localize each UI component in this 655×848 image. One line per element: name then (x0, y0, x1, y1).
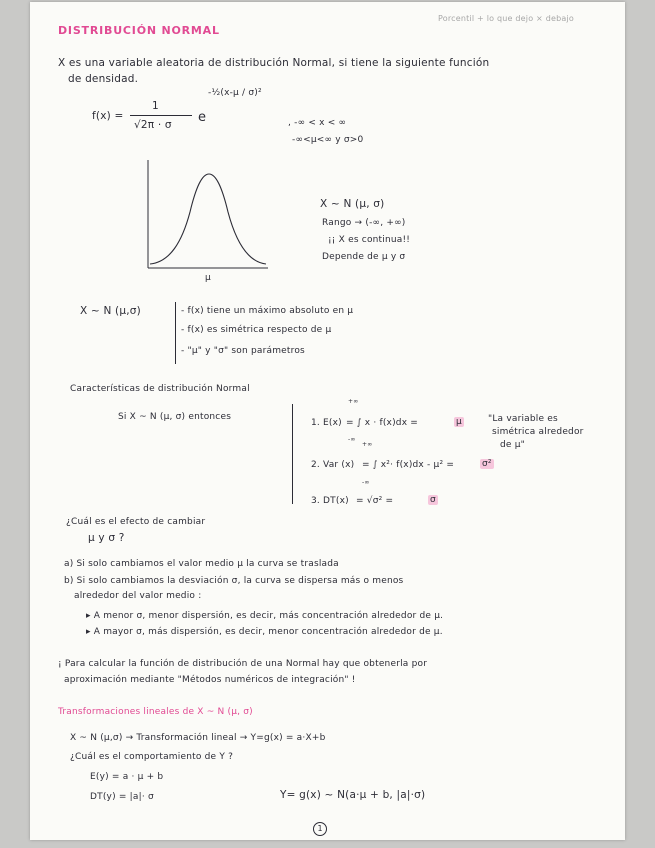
integral-lower-limit: -∞ (348, 436, 356, 443)
efecto-b2: alrededor del valor medio : (74, 591, 202, 601)
page-title: DISTRIBUCIÓN NORMAL (58, 24, 220, 37)
variance-value: σ² (482, 459, 492, 469)
transformaciones-heading: Transformaciones lineales de X ~ N (μ, σ) (58, 707, 253, 717)
efecto-bullet-2: ▸ A mayor σ, más dispersión, es decir, menor concentración alrededor de μ. (86, 627, 443, 637)
props-dist: X ~ N (μ, σ) (320, 198, 385, 210)
corner-note: Porcentil + lo que dejo × debajo (438, 14, 574, 23)
brace-caracteristicas (292, 404, 293, 504)
nota-line-2: aproximación mediante "Métodos numéricos de integración" ! (64, 675, 356, 685)
density-domain-params: -∞<μ<∞ y σ>0 (292, 135, 364, 145)
variance-label: 2. Var (x) (311, 460, 355, 470)
props-continua: ¡¡ X es continua!! (328, 235, 411, 245)
density-domain-x: , -∞ < x < ∞ (288, 118, 347, 128)
expectation-note-3: de μ" (500, 440, 525, 450)
property-item: - "μ" y "σ" son parámetros (181, 346, 305, 356)
density-numerator: 1 (152, 100, 159, 112)
bell-mu-label: μ (205, 273, 211, 283)
transformacion-question: ¿Cuál es el comportamiento de Y ? (70, 752, 234, 762)
integral-upper-limit: +∞ (362, 441, 373, 448)
property-item: - f(x) tiene un máximo absoluto en μ (181, 306, 354, 316)
efecto-question-1: ¿Cuál es el efecto de cambiar (66, 517, 206, 527)
expectation-note-1: "La variable es (488, 414, 558, 424)
intro-line-1: X es una variable aleatoria de distribución Normal, si tiene la siguiente función (58, 57, 490, 69)
caracteristicas-heading: Características de distribución Normal (70, 384, 250, 394)
dt-label: 3. DT(x) (311, 496, 349, 506)
transformacion-result: Y= g(x) ~ N(a·μ + b, |a|·σ) (280, 789, 426, 801)
page-number: 1 (313, 822, 327, 836)
density-fx-label: f(x) = (92, 110, 124, 122)
expectation-integral: = ∫ x · f(x)dx = (346, 418, 419, 428)
transformacion-line: X ~ N (μ,σ) → Transformación lineal → Y=g(x) = a·X+b (70, 733, 326, 743)
props-rango: Rango → (-∞, +∞) (322, 218, 406, 228)
expectation-note-2: simétrica alrededor (492, 427, 584, 437)
caracteristicas-condition: Si X ~ N (μ, σ) entonces (118, 412, 232, 422)
efecto-question-2: μ y σ ? (88, 532, 125, 544)
efecto-b1: b) Si solo cambiamos la desviación σ, la curva se dispersa más o menos (64, 576, 404, 586)
expectation-label: 1. E(x) (311, 418, 342, 428)
property-item: - f(x) es simétrica respecto de μ (181, 325, 332, 335)
nota-line-1: ¡ Para calcular la función de distribución de una Normal hay que obtenerla por (58, 659, 428, 669)
transformacion-dty: DT(y) = |a|· σ (90, 792, 154, 802)
efecto-bullet-1: ▸ A menor σ, menor dispersión, es decir, más concentración alrededor de μ. (86, 611, 444, 621)
variance-integral: = ∫ x²· f(x)dx - μ² = (362, 460, 455, 470)
integral-lower-limit: -∞ (362, 479, 370, 486)
efecto-a: a) Si solo cambiamos el valor medio μ la curva se traslada (64, 559, 339, 569)
integral-upper-limit: +∞ (348, 398, 359, 405)
dt-expression: = √σ² = (356, 496, 394, 506)
intro-line-2: de densidad. (68, 73, 139, 85)
bell-curve (150, 174, 266, 264)
notebook-page (30, 2, 625, 840)
density-denominator: √2π · σ (134, 119, 172, 131)
brace-properties (175, 302, 176, 364)
expectation-value: μ (456, 417, 462, 427)
props-left-dist: X ~ N (μ,σ) (80, 305, 141, 317)
transformacion-ey: E(y) = a · μ + b (90, 772, 164, 782)
density-exponent: -½(x-μ / σ)² (208, 88, 262, 98)
dt-value: σ (430, 495, 436, 505)
props-depende: Depende de μ y σ (322, 252, 406, 262)
density-base: e (198, 110, 207, 125)
